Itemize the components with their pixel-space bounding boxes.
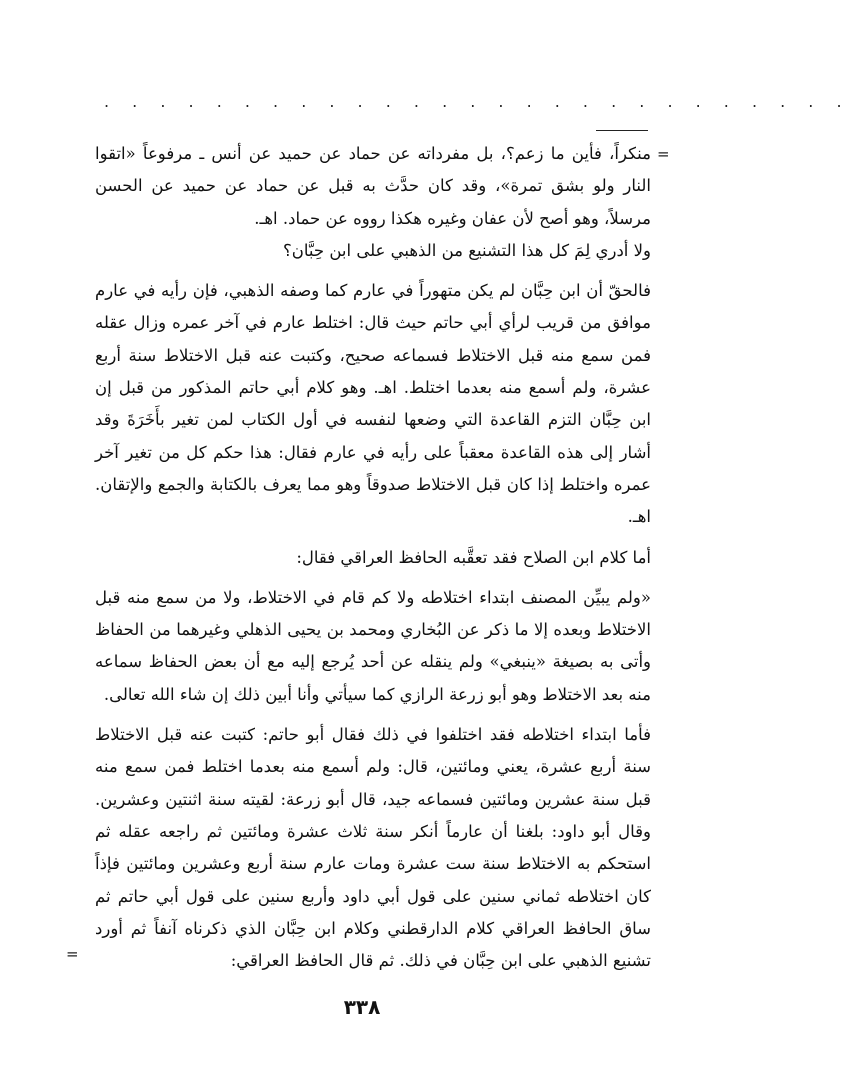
dotted-separator: . . . . . . . . . . . . . . . . . . . . . . . . . . .	[104, 92, 851, 111]
paragraph-1: منكراً، فأين ما زعم؟، بل مفرداته عن حماد عن حميد عن أنس ـ مرفوعاً «اتقوا النار ولو بشق تمرة»، وقد كان حدَّث به قبل عن حماد عن حميد عن الحسن مرسلاً، وهو أصح لأن عفان وغيره هكذا رووه عن حماد. اهـ.	[95, 144, 651, 228]
paragraph-4: أما كلام ابن الصلاح فقد تعقَّبه الحافظ العراقي فقال:	[296, 547, 651, 567]
paragraph-6: فأما ابتداء اختلاطه فقد اختلفوا في ذلك فقال أبو حاتم: كتبت عنه قبل الاختلاط سنة أربع عشرة، يعني ومائتين، قال: ولم أسمع منه بعدما اختلط فمن سمع منه قبل سنة عشرين ومائتين فسماعه جيد، قال أبو زرعة: لقيته سنة اثنتين وعشرين. وقال أبو داود: بلغنا أن عارماً أنكر سنة ثلاث عشرة ومائتين ثم راجعه عقله ثم استحكم به الاختلاط سنة ست عشرة ومات عارم سنة أربع وعشرين ومائتين فإذاً كان اختلاطه ثماني سنين على قول أبي داود وأربع سنين على قول أبي حاتم ثم ساق الحافظ العراقي كلام الدارقطني وكلام ابن حِبَّان الذي ذكرناه آنفاً ثم أورد تشنيع الذهبي على ابن حِبَّان في ذلك. ثم قال الحافظ العراقي:	[95, 725, 651, 971]
continuation-marker-top: =	[657, 145, 670, 163]
paragraph-5-quote: «ولم يبيِّن المصنف ابتداء اختلاطه ولا كم قام في الاختلاط، ولا من سمع منه قبل الاختلاط وبعده إلا ما ذكر عن البُخاري ومحمد بن يحيى الذهلي وغيرهما من الحفاظ وأتى به بصيغة «ينبغي» ولم ينقله عن أحد يُرجع إليه مع أن بعض الحفاظ سماعه منه بعد الاختلاط وهو أبو زرعة الرازي كما سيأتي وأنا أبين ذلك إن شاء الله تعالى.	[95, 587, 651, 704]
page-number: ٣٣٨	[343, 995, 381, 1019]
continuation-rule	[596, 130, 648, 131]
continuation-marker-bottom: =	[66, 945, 79, 963]
main-text	[95, 138, 651, 977]
paragraph-3: فالحقّ أن ابن حِبَّان لم يكن متهوراً في عارم كما وصفه الذهبي، فإن رأيه في عارم موافق من قريب لرأي أبي حاتم حيث قال: اختلط عارم في آخر عمره وزال عقله فمن سمع منه قبل الاختلاط فسماعه صحيح، وكتبت عنه قبل الاختلاط سنة أربع عشرة، ولم أسمع منه بعدما اختلط. اهـ. وهو كلام أبي حاتم المذكور من قبل إن ابن حِبَّان التزم القاعدة التي وضعها لنفسه في أول الكتاب لمن تغير بأَخَرَةَ وقد أشار إلى هذه القاعدة معقباً على رأيه في عارم فقال: هذا حكم كل من تغير آخر عمره واختلط إذا كان قبل الاختلاط صدوقاً وهو مما يعرف بالكتابة والجمع والإتقان. اهـ.	[95, 281, 651, 527]
paragraph-2: ولا أدري لِمَ كل هذا التشنيع من الذهبي على ابن حِبَّان؟	[283, 240, 651, 260]
